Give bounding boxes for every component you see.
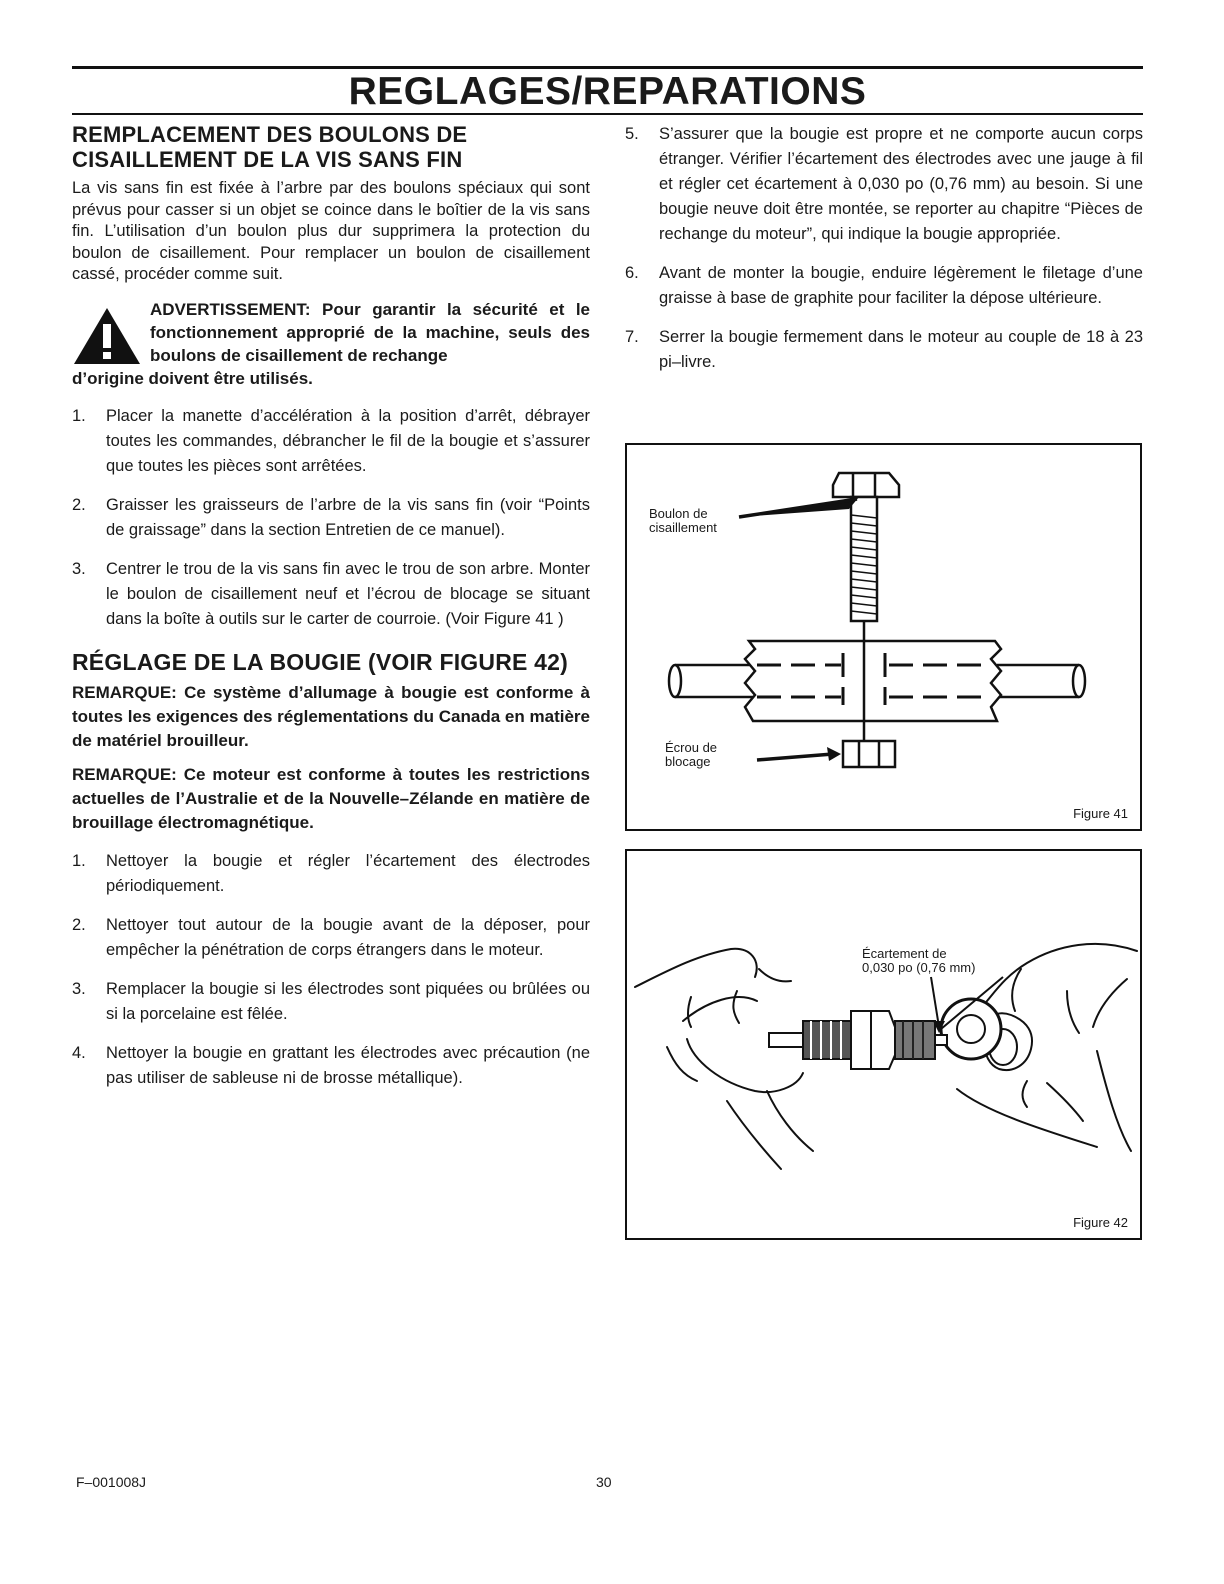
shear-bolt-illustration: [627, 445, 1140, 829]
spark-plug-gap-illustration: [627, 851, 1140, 1238]
right-column: [625, 122, 1143, 375]
warning-block: [72, 298, 590, 390]
figure-41: [625, 443, 1142, 831]
section2-steps-right: [625, 122, 1143, 375]
page-number: 30: [596, 1474, 612, 1490]
section1-steps: [72, 404, 590, 632]
note-interference-australia: REMARQUE: Ce moteur est conforme à toutes les restrictions actuelles de l’Australie et de la Nouvelle–Zélande en matière de brouillage électromagnétique.: [72, 764, 590, 832]
left-column: [72, 122, 590, 1091]
list-item: 1. Placer la manette d’accélération à la position d’arrêt, débrayer toutes les commandes, débrancher le fil de la bougie et s’assurer que toutes les pièces sont arrêtées.: [72, 406, 590, 475]
list-item: 2. Nettoyer tout autour de la bougie avant de la déposer, pour empêcher la pénétration de corps étrangers dans le moteur.: [72, 915, 590, 959]
note-interference-canada: REMARQUE: Ce système d’allumage à bougie est conforme à toutes les exigences des réglementations du Canada en matière de matériel brouilleur.: [72, 682, 590, 750]
list-item: 5. S’assurer que la bougie est propre et ne comporte aucun corps étranger. Vérifier l’écartement des électrodes avec une jauge à fil et régler cet écartement à 0,030 po (0,76 mm) au besoin. Si une bougie neuve doit être montée, se reporter au chapitre “Pièces de rechange du moteur”, qui indique la bougie appropriée.: [625, 125, 1143, 243]
section1-heading: [72, 122, 590, 172]
warning-text-last-line: d’origine doivent être utilisés.: [72, 368, 313, 388]
figure-42: [625, 849, 1142, 1240]
list-item: 3. Centrer le trou de la vis sans fin avec le trou de son arbre. Monter le boulon de cisaillement neuf et l’écrou de blocage se situant dans la boîte à outils sur le carter de courroie. (Voir Figure 41 ): [72, 559, 590, 628]
top-rule: [72, 66, 1143, 69]
title-rule: [72, 113, 1143, 115]
warning-text: ADVERTISSEMENT: Pour garantir la sécurité et le fonctionnement approprié de la machine, seuls des boulons de cisaillement de rechange: [150, 299, 590, 365]
section1-intro: La vis sans fin est fixée à l’arbre par des boulons spéciaux qui sont prévus pour casser si un objet se coince dans le boîtier de la vis sans fin. L’utilisation d’un boulon plus dur supprimera la protection du boulon de cisaillement. Pour remplacer un boulon de cisaillement cassé, procéder comme suit.: [72, 179, 590, 283]
figure-41-label: Figure 41: [1073, 806, 1128, 821]
callout-lock-nut: Écrou de blocage: [665, 740, 718, 769]
section1-heading-line2: CISAILLEMENT DE LA VIS SANS FIN: [72, 147, 463, 172]
warning-triangle-icon: [72, 306, 142, 366]
section2-steps-left: [72, 849, 590, 1091]
callout-electrode-gap: Écartement de 0,030 po (0,76 mm): [862, 946, 976, 975]
list-item: 6. Avant de monter la bougie, enduire légèrement le filetage d’une graisse à base de graphite pour faciliter la dépose ultérieure.: [625, 264, 1143, 307]
list-item: 7. Serrer la bougie fermement dans le moteur au couple de 18 à 23 pi–livre.: [625, 328, 1143, 371]
document-code: F–001008J: [76, 1474, 147, 1490]
list-item: 4. Nettoyer la bougie en grattant les électrodes avec précaution (ne pas utiliser de sableuse ni de brosse métallique).: [72, 1043, 590, 1087]
page-title: REGLAGES/REPARATIONS: [348, 70, 867, 113]
section1-heading-line1: REMPLACEMENT DES BOULONS DE: [72, 122, 468, 147]
callout-shear-bolt: Boulon de cisaillement: [649, 506, 717, 535]
list-item: 3. Remplacer la bougie si les électrodes sont piquées ou brûlées ou si la porcelaine est fêlée.: [72, 979, 590, 1023]
section2-heading: RÉGLAGE DE LA BOUGIE (VOIR FIGURE 42): [72, 648, 568, 675]
figure-42-label: Figure 42: [1073, 1215, 1128, 1230]
list-item: 2. Graisser les graisseurs de l’arbre de la vis sans fin (voir “Points de graissage” dans la section Entretien de ce manuel).: [72, 495, 590, 539]
list-item: 1. Nettoyer la bougie et régler l’écartement des électrodes périodiquement.: [72, 851, 590, 895]
